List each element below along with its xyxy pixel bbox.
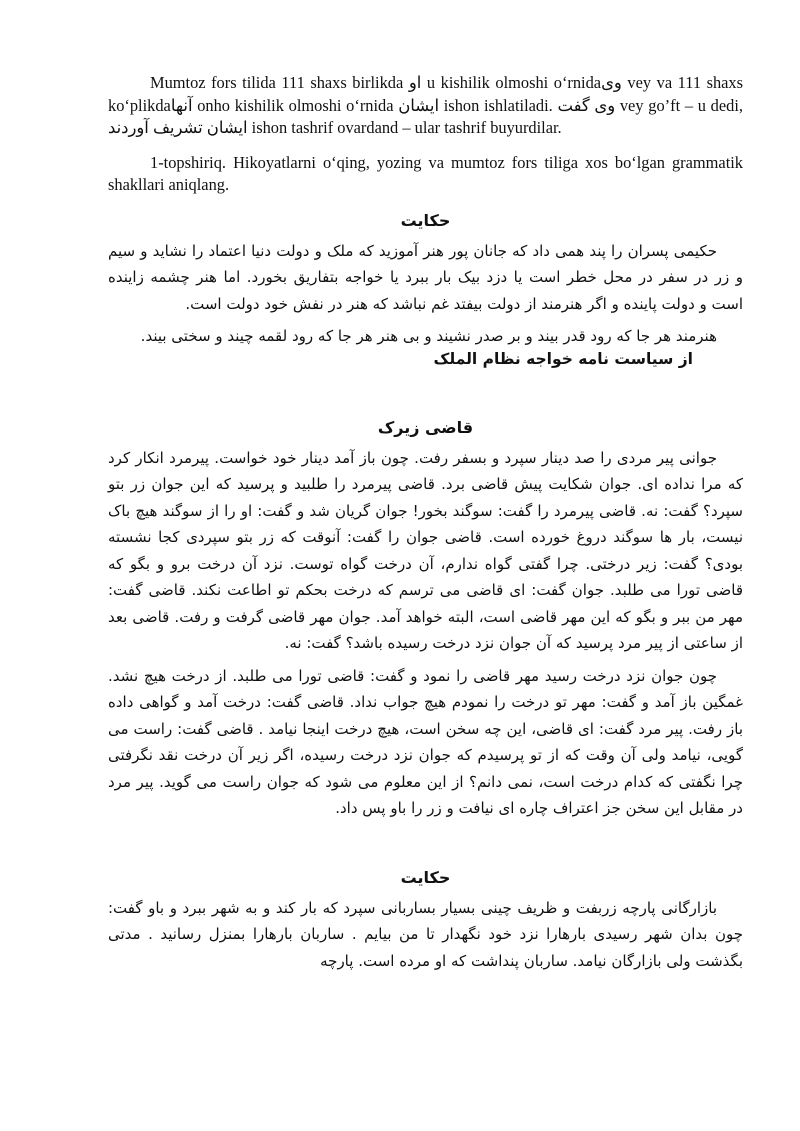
story2-paragraph-1: جوانی پیر مردی را صد دینار سپرد و بسفر رفت. چون باز آمد دینار خود خواست. پیرمرد انکار کرد که مرا نداده ای. جوان شکایت پیش قاضی برد. قاضی پیرمرد را طلبید و پرسید که این جوان زر بتو سپرد؟ گفت: نه. قاضی پیرمرد را گفت: سوگند بخور! جوان گریان شد و گفت: او را از سوگند هیچ باک نیست، بار ها سوگند دروغ خورده است. قاضی جوان را گفت: آنوقت که زر بتو سپردی کجا نشسته بودی؟ گفت: زیر درختی. چرا گفتی گواه ندارم، آن درخت گواه توست. نزد آن درخت برو و بگو که قاضی تورا می طلبد. جوان گفت: ای قاضی می ترسم که درخت بحکم تو اطاعت نکند. قاضی گفت: مهر من ببر و بگو که این مهر قاضی است، البته خواهد آمد. جوان مهر قاضی گرفت و رفت. قاضی بعد از ساعتی از پیر مرد پرسید که آن جوان نزد درخت رسیده باشد؟ گفت: نه. — [108, 448, 743, 652]
story1-paragraph-1: حکیمی پسران را پند همی داد که جانان پور هنر آموزید که ملک و دولت دنیا اعتماد را نشاید و سیم و زر در سفر در محل خطر است یا دزد بیک بار ببرد یا خواجه بتفاریق بخورد. اما هنر چشمه زاینده است و دولت پاینده و اگر هنرمند از دولت بیفتد غم نباشد که هنر در نفش خود دولت است. — [108, 241, 743, 313]
story3-title: حکایت — [400, 867, 451, 887]
task-paragraph: 1-topshiriq. Hikoyatlarni oʻqing, yozing va mumtoz fors tiliga xos boʻlgan grammatik shakllari aniqlang. — [108, 152, 743, 194]
story3-paragraph-1: بازارگانی پارچه زربفت و ظریف چینی بسیار بساربانی سپرد که بار کند و به شهر ببرد و باو گفت: چون بدان شهر رسیدی بارهارا نزد خود نگهدار تا من بیایم . ساربان بارهارا بمنزل رسانید . مدتی بگذشت ولی بازارگان نیامد. ساربان پنداشت که او مرده است. پارچه — [108, 898, 743, 970]
story1-paragraph-2: هنرمند هر جا که رود قدر بیند و بر صدر نشیند و بی هنر هر جا که رود لقمه چیند و سختی بیند. — [140, 327, 717, 345]
source-line: از سیاست نامه خواجه نظام الملک — [433, 349, 693, 368]
story2-title: قاضی زیرک — [377, 417, 474, 437]
intro-paragraph: Mumtoz fors tilida 111 shaxs birlikda او u kishilik olmoshi oʻrnidaوی vey va 111 shaxs koʻplikdaآنها onho kishilik olmoshi oʻrnida ایشان ishon ishlatiladi. وی گفت vey go’ft – u dedi, ایشان تشریف آوردند ishon tashrif ovardand – ular tashrif buyurdilar. — [108, 73, 744, 137]
story1-title: حکایت — [400, 210, 451, 230]
story2-paragraph-2: چون جوان نزد درخت رسید مهر قاضی را نمود و گفت: قاضی تورا می طلبد. از درخت هیچ نشد. غمگین باز آمد و گفت: مهر تو درخت را نمودم هیچ جواب نداد. قاضی گفت: درخت آمد و گواهی داده باز رفت. پیر مرد گفت: ای قاضی، این چه سخن است، هیچ درخت اینجا نیامد . قاضی گفت: راست می گویی، نیامد ولی آن وقت که از تو پرسیدم که جوان نزد درخت رسیده، اگر زیر آن درخت نقد نگرفتی چرا نگفتی که کدام درخت است، نمی دانم؟ از این معلوم می شود که جوان راست می گوید. پیر مرد در مقابل این سخن جز اعتراف چاره ای نیافت و زر را باو پس داد. — [108, 666, 743, 817]
